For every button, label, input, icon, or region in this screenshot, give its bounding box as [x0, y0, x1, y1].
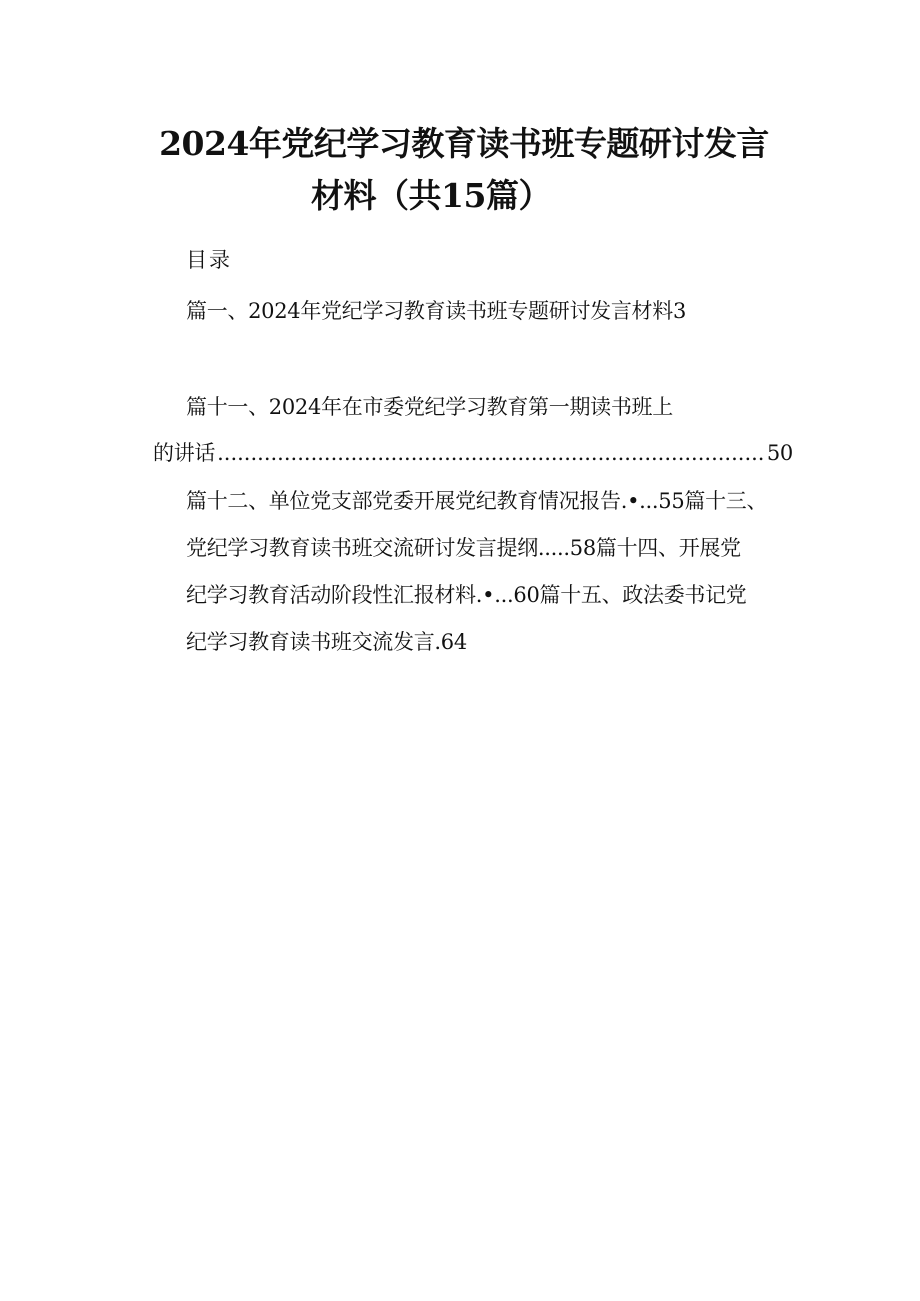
toc-entry-14-line: 纪学习教育活动阶段性汇报材料.•...60篇十五、政法委书记党 — [186, 583, 747, 607]
toc-entry-13-line: 党纪学习教育读书班交流研讨发言提纲.....58篇十四、开展党 — [186, 536, 741, 560]
document-title — [0, 118, 920, 222]
title-line-1: 2024年党纪学习教育读书班专题研讨发言 — [159, 124, 769, 163]
toc-entry-11-line-2 — [153, 438, 793, 468]
toc-heading: 目录 — [186, 248, 232, 272]
toc-entry-11-text: 的讲话 — [153, 441, 216, 465]
toc-entry-15-line: 纪学习教育读书班交流发言.64 — [186, 630, 467, 654]
toc-entry-12-line: 篇十二、单位党支部党委开展党纪教育情况报告.•...55篇十三、 — [186, 489, 768, 513]
title-line-2: 材料（共15篇） — [311, 176, 551, 215]
toc-entry-11-line-1: 篇十一、2024年在市委党纪学习教育第一期读书班上 — [186, 395, 673, 419]
toc-entry-1: 篇一、2024年党纪学习教育读书班专题研讨发言材料3 — [186, 299, 687, 323]
toc-leader-dots — [217, 438, 765, 468]
toc-entry-11-page: 50 — [766, 441, 793, 465]
